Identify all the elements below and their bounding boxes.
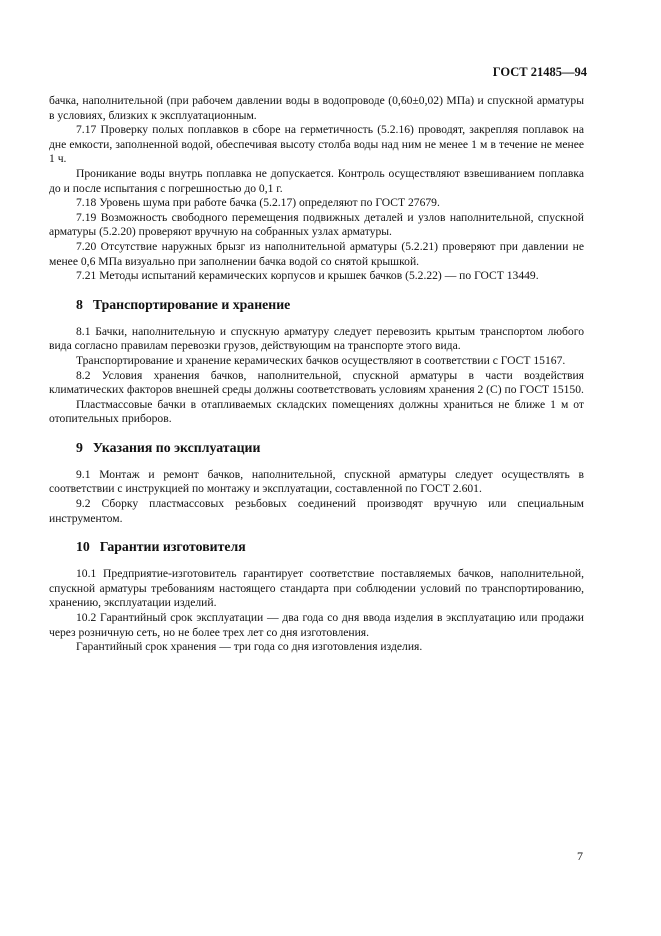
section-number: 8	[76, 296, 83, 312]
paragraph-8-2-note: Пластмассовые бачки в отапливаемых складских помещениях должны храниться не ближе 1 м от отопительных приборов.	[49, 397, 584, 426]
paragraph-7-20: 7.20 Отсутствие наружных брызг из наполнительной арматуры (5.2.21) проверяют при давлении не менее 0,6 МПа визуально при заполнении бачка водой со снятой крышкой.	[49, 239, 584, 268]
document-header: ГОСТ 21485—94	[492, 65, 587, 79]
paragraph-9-1: 9.1 Монтаж и ремонт бачков, наполнительной, спускной арматуры следует осуществлять в соответствии с инструкцией по монтажу и эксплуатации, составленной по ГОСТ 2.601.	[49, 467, 584, 496]
paragraph-9-2: 9.2 Сборку пластмассовых резьбовых соединений производят вручную или специальным инструментом.	[49, 497, 584, 525]
section-heading-9	[76, 440, 584, 456]
paragraph-7-17-note: Проникание воды внутрь поплавка не допускается. Контроль осуществляют взвешиванием поплавка до и после испытания с погрешностью до 0,1 г.	[49, 166, 584, 195]
paragraph-10-2: 10.2 Гарантийный срок эксплуатации — два года со дня ввода изделия в эксплуатацию или продажи через розничную сеть, но не более трех лет со дня изготовления.	[49, 611, 584, 639]
section-title: Указания по эксплуатации	[92, 439, 261, 455]
section-number: 10	[76, 539, 90, 555]
section-heading-10	[76, 539, 584, 555]
section-heading-8	[76, 297, 584, 313]
paragraph-8-1-note: Транспортирование и хранение керамических бачков осуществляют в соответствии с ГОСТ 15167.	[76, 353, 566, 367]
paragraph-7-17: 7.17 Проверку полых поплавков в сборе на герметичность (5.2.16) проводят, закрепляя поплавок на дне емкости, заполненной водой, обеспечивая высоту столба воды над ним не менее 1 м в течение не менее 1 ч.	[49, 123, 584, 166]
paragraph-continued: бачка, наполнительной (при рабочем давлении воды в водопроводе (0,60±0,02) МПа) и спускной арматуры в условиях, близких к эксплуатационным.	[49, 94, 584, 122]
section-title: Гарантии изготовителя	[99, 539, 246, 555]
section-title: Транспортирование и хранение	[92, 296, 291, 312]
paragraph-8-2: 8.2 Условия хранения бачков, наполнительной, спускной арматуры в части воздействия климатических факторов внешней среды должны соответствовать условиям хранения 2 (С) по ГОСТ 15150.	[49, 368, 584, 397]
section-number: 9	[76, 439, 83, 455]
paragraph-10-1: 10.1 Предприятие-изготовитель гарантирует соответствие поставляемых бачков, наполнительной, спускной арматуры требованиям настоящего стандарта при соблюдении условий по транспортированию, хранению, эксплуатации изделий.	[49, 567, 584, 610]
paragraph-7-18: 7.18 Уровень шума при работе бачка (5.2.17) определяют по ГОСТ 27679.	[76, 196, 440, 210]
paragraph-7-19: 7.19 Возможность свободного перемещения подвижных деталей и узлов наполнительной, спускной арматуры (5.2.20) проверяют вручную на собранных узлах арматуры.	[49, 210, 584, 239]
page-number: 7	[577, 849, 583, 863]
paragraph-8-1: 8.1 Бачки, наполнительную и спускную арматуру следует перевозить крытым транспортом любого вида согласно правилам перевозки грузов, действующим на транспорте этого вида.	[49, 324, 584, 353]
document-body	[49, 94, 584, 655]
paragraph-10-2-note: Гарантийный срок хранения — три года со дня изготовления изделия.	[76, 640, 423, 654]
paragraph-7-21: 7.21 Методы испытаний керамических корпусов и крышек бачков (5.2.22) — по ГОСТ 13449.	[76, 269, 539, 283]
